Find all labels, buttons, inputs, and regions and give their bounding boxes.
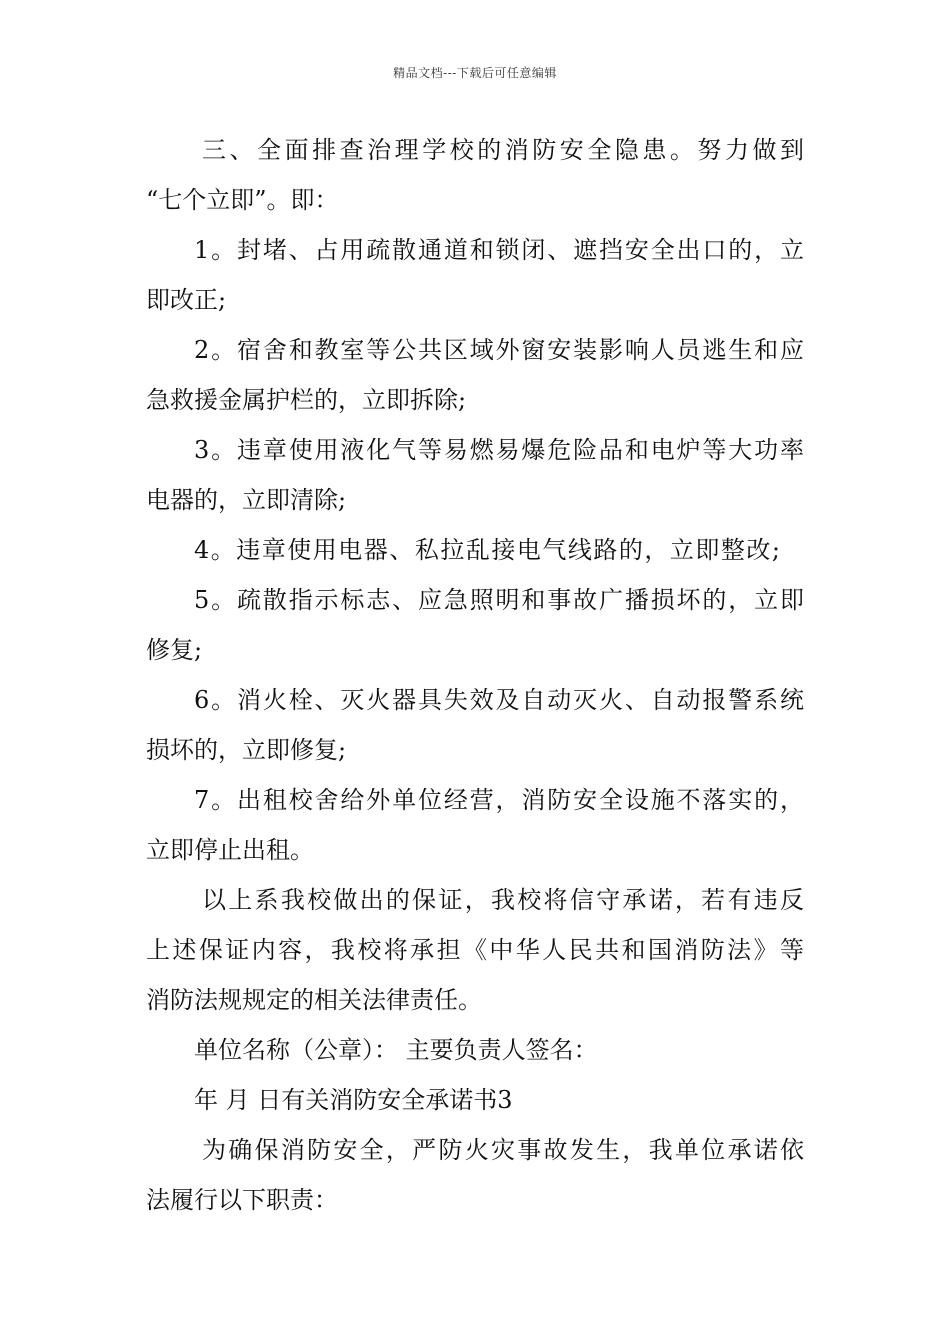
paragraph-line: 上述保证内容，我校将承担《中华人民共和国消防法》等	[146, 936, 804, 964]
list-item-line: 急救援金属护栏的，立即拆除;	[146, 386, 467, 414]
list-item-line: 立即停止出租。	[146, 836, 314, 864]
paragraph-line: 为确保消防安全，严防火灾事故发生，我单位承诺依	[202, 1136, 804, 1164]
date-title-line: 年 月 日有关消防安全承诺书3	[194, 1086, 513, 1114]
list-item-line: 4。违章使用电器、私拉乱接电气线路的，立即整改;	[194, 536, 780, 564]
list-item-line: 3。违章使用液化气等易燃易爆危险品和电炉等大功率	[194, 436, 804, 464]
list-item-line: 5。疏散指示标志、应急照明和事故广播损坏的，立即	[194, 586, 804, 614]
signature-line: 单位名称（公章）： 主要负责人签名：	[194, 1036, 598, 1064]
list-item-line: 1。封堵、占用疏散通道和锁闭、遮挡安全出口的，立	[194, 236, 804, 264]
paragraph-line: 三、全面排查治理学校的消防安全隐患。努力做到	[202, 136, 804, 164]
list-item-line: 即改正;	[146, 286, 227, 314]
list-item-line: 2。宿舍和教室等公共区域外窗安装影响人员逃生和应	[194, 336, 804, 364]
list-item-line: 损坏的，立即修复;	[146, 736, 347, 764]
list-item-line: 电器的，立即清除;	[146, 486, 347, 514]
paragraph-line: 法履行以下职责：	[146, 1186, 338, 1214]
paragraph-line: “七个立即”。即：	[146, 186, 339, 214]
list-item-line: 7。出租校舍给外单位经营，消防安全设施不落实的，	[194, 786, 804, 814]
list-item-line: 修复;	[146, 636, 203, 664]
list-item-line: 6。消火栓、灭火器具失效及自动灭火、自动报警系统	[194, 686, 804, 714]
page-header: 精品文档---下载后可任意编辑	[393, 66, 557, 80]
paragraph-line: 消防法规规定的相关法律责任。	[146, 986, 482, 1014]
paragraph-line: 以上系我校做出的保证，我校将信守承诺，若有违反	[202, 886, 804, 914]
